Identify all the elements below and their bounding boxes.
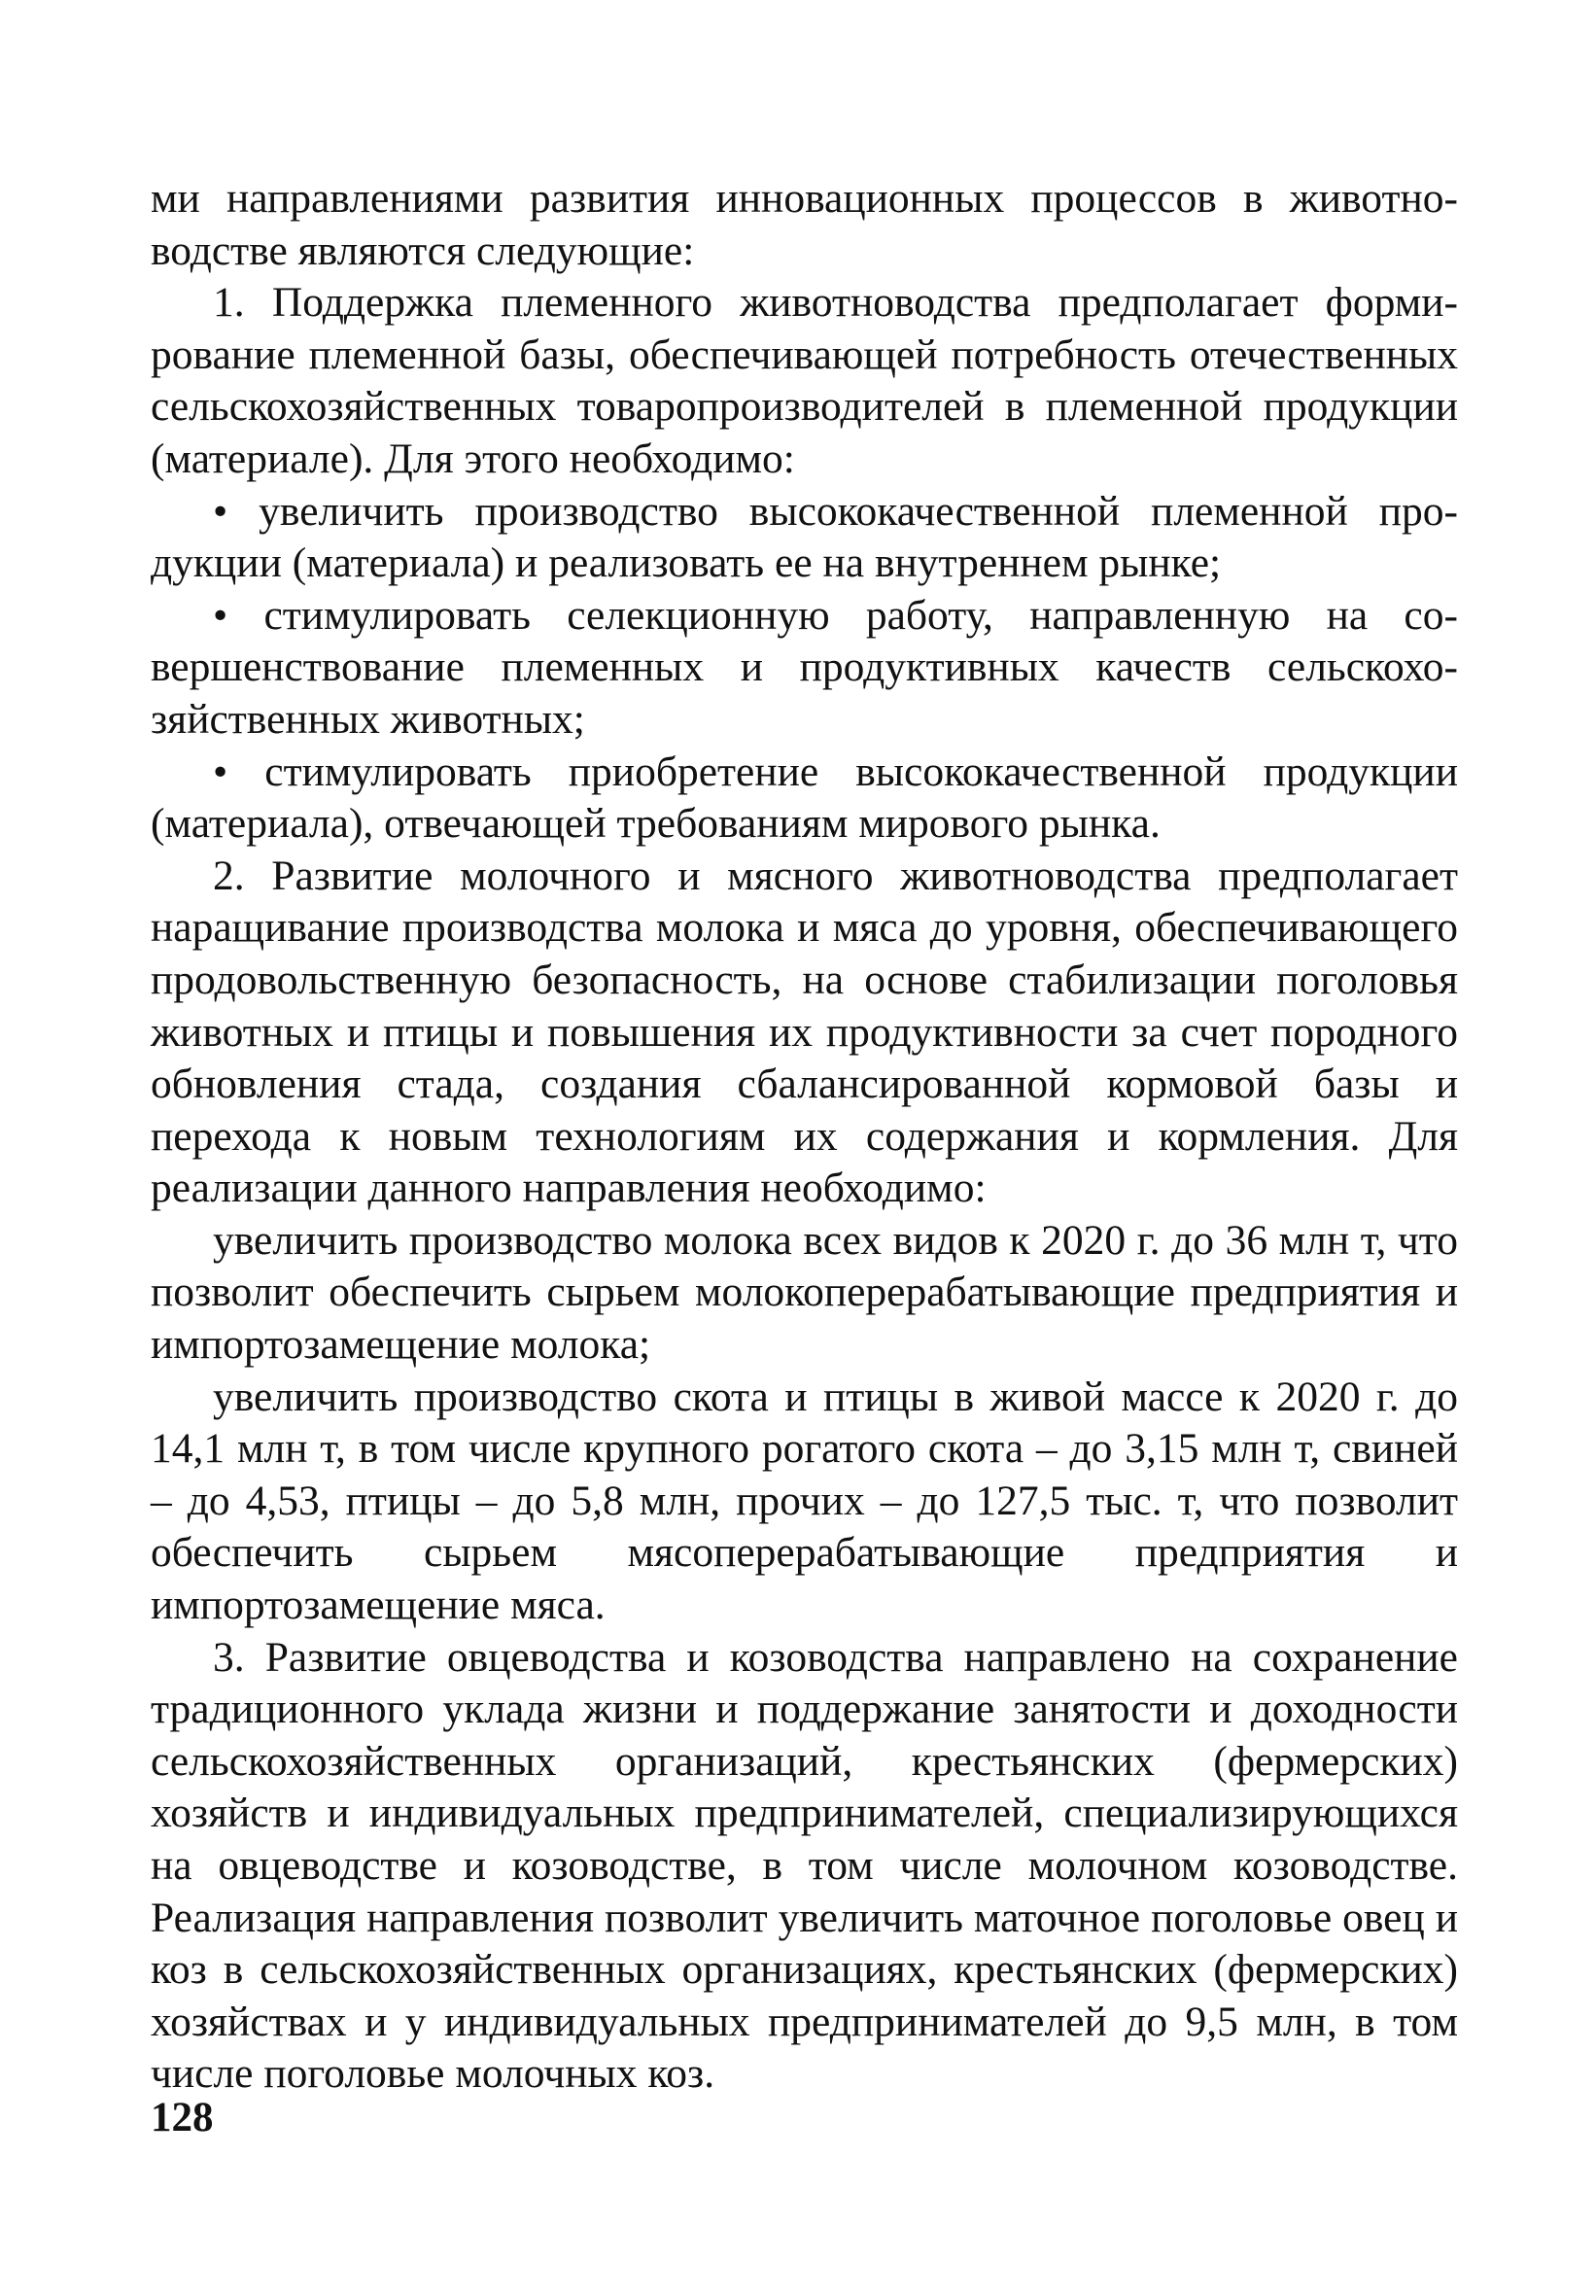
bullet-item-increase-production: • увеличить производство высококачественной племенной продукции (материала) и реализовать ее на внутреннем рынке;	[151, 487, 1458, 587]
paragraph-milk-target: увеличить производство молока всех видов к 2020 г. до 36 млн т, что позволит обеспечить сырьем молокоперерабатывающие предприятия и импортозамещение молока;	[151, 1216, 1458, 1369]
paragraph-item-3-sheep-goat: 3. Развитие овцеводства и козоводства направлено на сохранение традиционного уклада жизни и поддержание занятости и доходности сельскохозяйственных организаций, крестьянских (фермерских) хозяйств и индивидуальных предпринимателей, специализирующихся на овцеводстве и козоводстве, в том числе молочном козоводстве. Реализация направления позволит увеличить маточное поголовье овец и коз в сельскохозяйственных организациях, крестьянских (фермерских) хозяйствах и у индивидуальных предпринимателей до 9,5 млн, в том числе поголовье молочных коз.	[151, 1633, 1458, 2098]
page-number: 128	[151, 2095, 214, 2140]
paragraph-item-2-dairy-meat: 2. Развитие молочного и мясного животноводства предполагает наращивание производства молока и мяса до уровня, обеспечивающего продовольственную безопасность, на основе стабилизации поголовья животных и птицы и повышения их продуктивности за счет породного обновления стада, создания сбалансированной кормовой базы и перехода к новым технологиям их содержания и кормления. Для реализации данного направления необходимо:	[151, 852, 1458, 1212]
bullet-item-stimulate-selection: • стимулировать селекционную работу, направленную на совершенствование племенных и продуктивных качеств сельскохозяйственных животных;	[151, 591, 1458, 743]
page-body	[151, 173, 1458, 2101]
paragraph-item-1-breeding: 1. Поддержка племенного животноводства предполагает формирование племенной базы, обеспечивающей потребность отечественных сельскохозяйственных товаропроизводителей в племенной продукции (материале). Для этого необходимо:	[151, 279, 1458, 482]
bullet-item-stimulate-purchase: • стимулировать приобретение высококачественной продукции (материала), отвечающей требованиям мирового рынка.	[151, 748, 1458, 848]
paragraph-intro-continuation: ми направлениями развития инновационных процессов в животноводстве являются следующие:	[151, 175, 1458, 274]
paragraph-meat-target: увеличить производство скота и птицы в живой массе к 2020 г. до 14,1 млн т, в том числе крупного рогатого скота – до 3,15 млн т, свиней – до 4,53, птицы – до 5,8 млн, прочих – до 127,5 тыс. т, что позволит обеспечить сырьем мясоперерабатывающие предприятия и импортозамещение мяса.	[151, 1373, 1458, 1629]
